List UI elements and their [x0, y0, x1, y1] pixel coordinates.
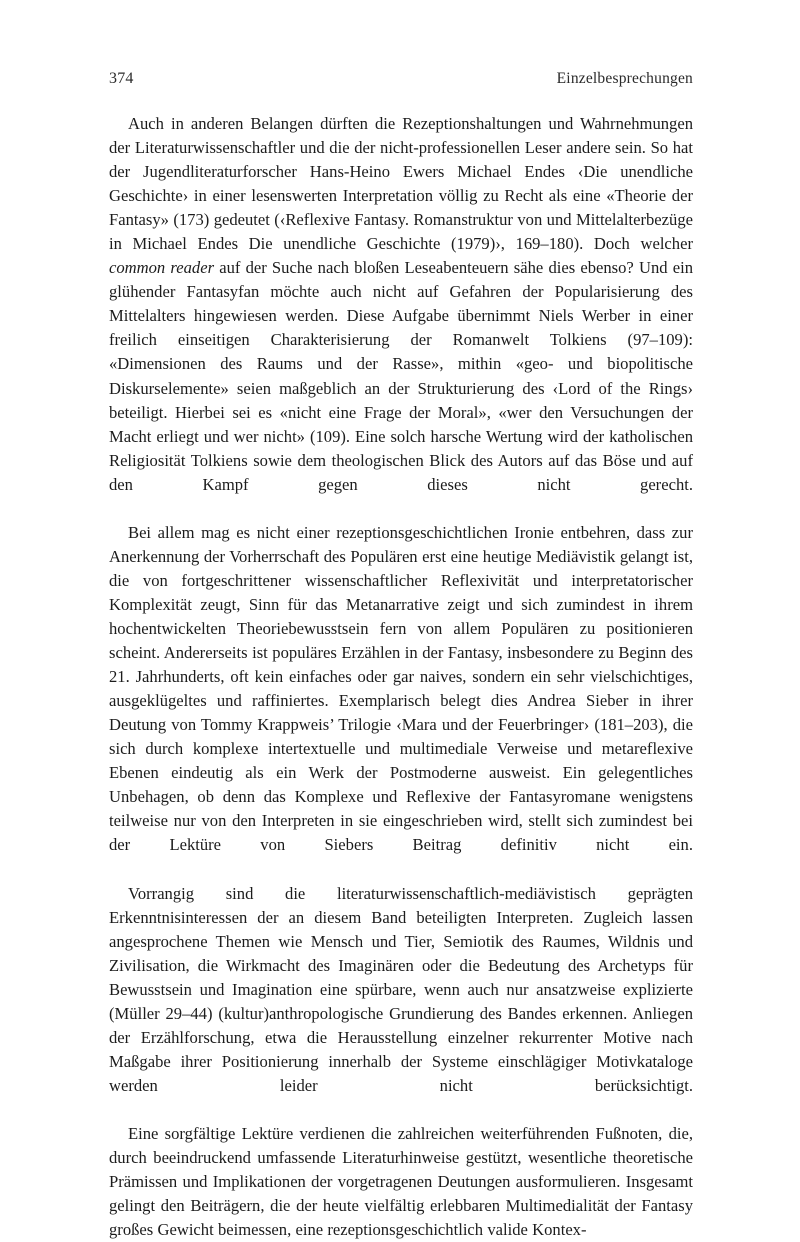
- running-head: [109, 70, 693, 88]
- paragraph-3: Vorrangig sind die literaturwissenschaftlich-mediävistisch geprägten Erkenntnisinteressen der an diesem Band beteiligten Interpreten. Zugleich lassen angesprochene Themen wie Mensch und Tier, Semiotik des Raumes, Wildnis und Zivilisation, die Wirkmacht des Imaginären oder die Bedeutung des Archetyps für Bewusstsein und Imagination eine spürbare, wenn auch nur ansatzweise explizierte (Müller 29–44) (kultur)anthropologische Grundierung des Bandes erkennen. Anliegen der Erzählforschung, etwa die Herausstellung einzelner rekurrenter Motive nach Maßgabe ihrer Positionierung innerhalb der Systeme einschlägiger Motivkataloge werden leider nicht berücksichtigt.: [109, 883, 693, 1095]
- running-head-title: Einzelbesprechungen: [556, 70, 693, 87]
- paragraph-4: Eine sorgfältige Lektüre verdienen die zahlreichen weiterführenden Fußnoten, die, durch beeindruckend umfassende Literaturhinweise gestützt, wesentliche theoretische Prämissen und Implikationen der vorgetragenen Deutungen ausformulieren. Insgesamt gelingt den Beiträgern, die der heute vielfältig erlebbaren Multimedialität der Fantasy großes Gewicht beimessen, eine rezeptionsgeschichtlich valide Kontex-: [109, 1123, 693, 1240]
- paragraph-1: [109, 112, 693, 521]
- page-number: 374: [109, 70, 134, 87]
- paragraph-1-lead: Auch in anderen Belangen dürften die Rezeptionshaltungen und Wahrnehmungen der Literaturwissenschaftler und die der nicht-professionellen Leser andere sein. So hat der Jugendliteraturforscher Hans-Heino Ewers Michael Endes ‹Die unendliche Geschichte› in einer lesenswerten Interpretation völlig zu Recht als eine «Theorie der Fantasy» (173) gedeutet (‹Reflexive Fantasy. Romanstruktur von und Mittelalterbezüge in Michael Endes Die unendliche Geschichte (1979)›, 169–180). Doch welcher: [109, 114, 693, 254]
- paragraph-2: Bei allem mag es nicht einer rezeptionsgeschichtlichen Ironie entbehren, dass zur Anerkennung der Vorherrschaft des Populären erst eine heutige Mediävistik gelangt ist, die von fortgeschrittener wissenschaftlicher Reflexivität und interpretatorischer Komplexität zeugt, Sinn für das Metanarrative zeigt und sich zumindest in ihrem hochentwickelten Theoriebewusstsein fern von allem Populären zu positionieren scheint. Andererseits ist populäres Erzählen in der Fantasy, insbesondere zu Beginn des 21. Jahrhunderts, oft kein einfaches oder gar naives, sondern ein sehr vielschichtiges, ausgeklügeltes und raffiniertes. Exemplarisch belegt dies Andrea Sieber in ihrer Deutung von Tommy Krappweis’ Trilogie ‹Mara und der Feuerbringer› (181–203), die sich durch komplexe intertextuelle und multimediale Verweise und metareflexive Ebenen eindeutig als ein Werk der Postmoderne ausweist. Ein gelegentliches Unbehagen, ob denn das Komplexe und Reflexive der Fantasyromane wenigstens teilweise nur von den Interpreten in sie eingeschrieben wird, stellt sich zumindest bei der Lektüre von Siebers Beitrag definitiv nicht ein.: [109, 522, 693, 855]
- paragraph-1-italic-term: common reader: [109, 258, 215, 278]
- body-text-column: [109, 112, 693, 1242]
- paragraph-1-tail: auf der Suche nach bloßen Leseabenteuern sähe dies ebenso? Und ein glühender Fantasyfan möchte auch nicht auf Gefahren der Popularisierung des Mittelalters hingewiesen werden. Diese Aufgabe übernimmt Niels Werber in einer freilich einseitigen Charakterisierung der Romanwelt Tolkiens (97–109): «Dimensionen des Raums und der Rasse», mithin «geo- und biopolitische Diskurselemente» seien maßgeblich an der Strukturierung des ‹Lord of the Rings› beteiligt. Hierbei sei es «nicht eine Frage der Moral», «wer den Versuchungen der Macht erliegt und wer nicht» (109). Eine solch harsche Wertung wird der katholischen Religiosität Tolkiens sowie dem theologischen Blick des Autors auf das Böse und auf den Kampf gegen dieses nicht gerecht.: [109, 258, 693, 494]
